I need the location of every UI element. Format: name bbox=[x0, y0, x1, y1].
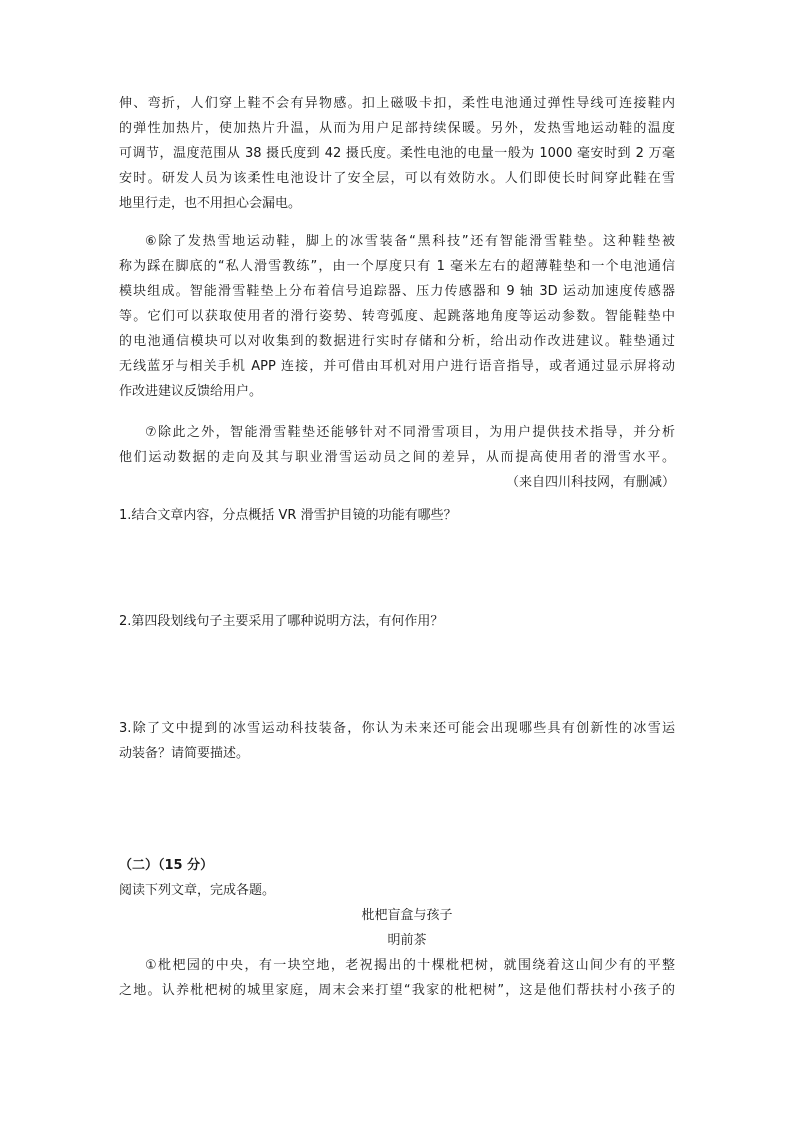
text-line: 称为踩在脚底的“私人滑雪教练”，由一个厚度只有 1 毫米左右的超薄鞋垫和一个电池通信 bbox=[119, 259, 675, 274]
text-line: 伸、弯折，人们穿上鞋不会有异物感。扣上磁吸卡扣，柔性电池通过弹性导线可连接鞋内 bbox=[119, 96, 675, 111]
text-line: 之地。认养枇杷树的城里家庭，周末会来打望“我家的枇杷树”，这是他们帮扶村小孩子的 bbox=[119, 983, 675, 998]
text-line: ⑦除此之外，智能滑雪鞋垫还能够针对不同滑雪项目，为用户提供技术指导，并分析 bbox=[145, 425, 675, 440]
text-line: 的弹性加热片，使加热片升温，从而为用户足部持续保暖。另外，发热雪地运动鞋的温度 bbox=[119, 121, 675, 136]
paragraph-6 bbox=[119, 229, 675, 404]
text-line: 可调节，温度范围从 38 摄氏度到 42 摄氏度。柔性电池的电量一般为 1000 毫安时到 2 万毫 bbox=[119, 146, 675, 161]
text-line: 无线蓝牙与相关手机 APP 连接，并可借由耳机对用户进行语音指导，或者通过显示屏将动 bbox=[119, 359, 675, 374]
text-line: 地里行走，也不用担心会漏电。 bbox=[119, 196, 302, 211]
question-1 bbox=[119, 503, 675, 528]
question-text: 1.结合文章内容，分点概括 VR 滑雪护目镜的功能有哪些？ bbox=[119, 508, 457, 523]
text-line: 安时。研发人员为该柔性电池设计了安全层，可以有效防水。人们即使长时间穿此鞋在雪 bbox=[119, 171, 675, 186]
section-heading: （二）（15 分） bbox=[119, 858, 214, 873]
question-text: 动装备？请简要描述。 bbox=[119, 746, 250, 761]
text-line: ⑥除了发热雪地运动鞋，脚上的冰雪装备“黑科技”还有智能滑雪鞋垫。这种鞋垫被 bbox=[145, 234, 675, 249]
source-note: （来自四川科技网，有删减） bbox=[505, 475, 675, 490]
text-line: ①枇杷园的中央，有一块空地，老祝揭出的十棵枇杷树，就围绕着这山间少有的平整 bbox=[145, 958, 675, 973]
question-text: 3.除了文中提到的冰雪运动科技装备，你认为未来还可能会出现哪些具有创新性的冰雪运 bbox=[119, 721, 675, 736]
section-instruction: 阅读下列文章，完成各题。 bbox=[119, 883, 276, 898]
question-3 bbox=[119, 716, 675, 766]
paragraph-continuation bbox=[119, 91, 675, 216]
paragraph-7 bbox=[119, 420, 675, 495]
question-text: 2.第四段划线句子主要采用了哪种说明方法，有何作用？ bbox=[119, 614, 444, 629]
question-2 bbox=[119, 609, 675, 634]
text-line: 等。它们可以获取使用者的滑行姿势、转弯弧度、起跳落地角度等运动参数。智能鞋垫中 bbox=[119, 309, 675, 324]
text-line: 模块组成。智能滑雪鞋垫上分布着信号追踪器、压力传感器和 9 轴 3D 运动加速度传感器 bbox=[119, 284, 675, 299]
text-line: 的电池通信模块可以对收集到的数据进行实时存储和分析，给出动作改进建议。鞋垫通过 bbox=[119, 334, 675, 349]
article-title: 枇杷盲盒与孩子 bbox=[361, 908, 453, 923]
article-author: 明前茶 bbox=[387, 933, 427, 948]
text-line: 他们运动数据的走向及其与职业滑雪运动员之间的差异，从而提高使用者的滑雪水平。 bbox=[119, 450, 675, 465]
text-line: 作改进建议反馈给用户。 bbox=[119, 384, 263, 399]
section-2 bbox=[119, 853, 675, 1003]
